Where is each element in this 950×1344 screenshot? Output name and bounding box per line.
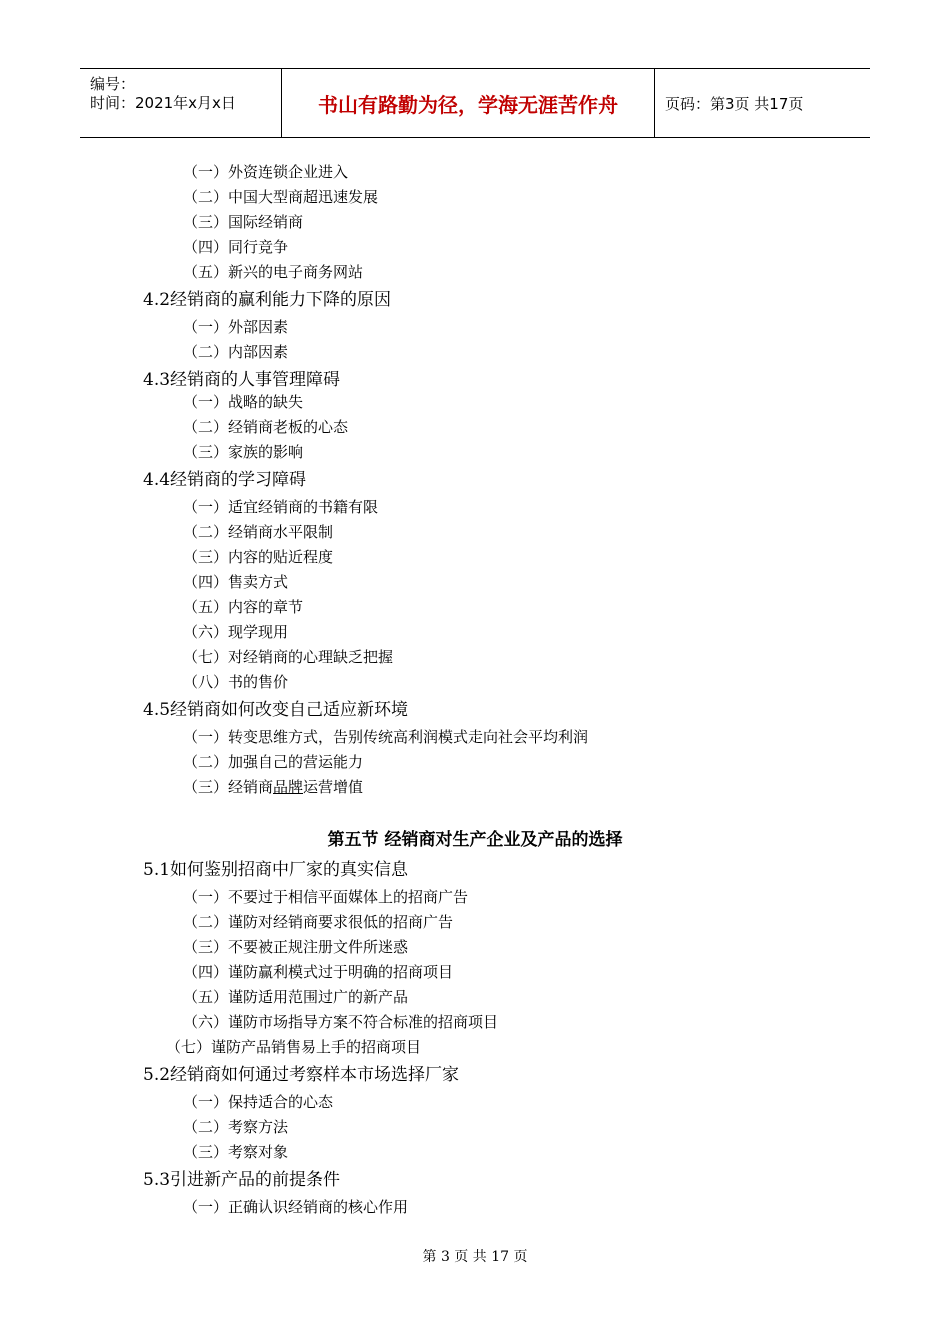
outline-item: （六）现学现用: [183, 623, 289, 641]
underlined-term: 品牌: [273, 778, 304, 796]
header-motto: 书山有路勤为径，学海无涯苦作舟: [282, 69, 655, 137]
outline-item: （三）内容的贴近程度: [183, 548, 334, 566]
outline-item: （一）外部因素: [183, 318, 289, 336]
outline-item: （二）经销商老板的心态: [183, 418, 349, 436]
outline-item: （五）新兴的电子商务网站: [183, 263, 364, 281]
outline-item-prefix: （三）经销商: [183, 778, 274, 796]
document-time-label: 时间：2021年x月x日: [90, 94, 236, 112]
outline-item: （三）国际经销商: [183, 213, 304, 231]
outline-item: （一）正确认识经销商的核心作用: [183, 1198, 409, 1216]
outline-item: （四）谨防赢利模式过于明确的招商项目: [183, 963, 454, 981]
subsection-heading: 5.3引进新产品的前提条件: [143, 1170, 341, 1190]
page-footer: 第 3 页 共 17 页: [422, 1249, 528, 1265]
outline-item: （一）保持适合的心态: [183, 1093, 334, 1111]
subsection-heading: 4.5经销商如何改变自己适应新环境: [143, 700, 409, 720]
outline-item: （二）加强自己的营运能力: [183, 753, 364, 771]
outline-item: （五）内容的章节: [183, 598, 304, 616]
outline-item: （二）经销商水平限制: [183, 523, 334, 541]
outline-item: （八）书的售价: [183, 673, 289, 691]
outline-item: （七）谨防产品销售易上手的招商项目: [166, 1038, 422, 1056]
outline-item: （二）中国大型商超迅速发展: [183, 188, 379, 206]
outline-item: （四）同行竞争: [183, 238, 289, 256]
outline-item: （七）对经销商的心理缺乏把握: [183, 648, 394, 666]
outline-item: （二）内部因素: [183, 343, 289, 361]
outline-item: （一）战略的缺失: [183, 393, 304, 411]
header-meta-cell: [80, 69, 282, 137]
outline-item: （四）售卖方式: [183, 573, 289, 591]
outline-item-suffix: 运营增值: [303, 778, 364, 796]
outline-item: （三）家族的影响: [183, 443, 304, 461]
outline-item: （六）谨防市场指导方案不符合标准的招商项目: [183, 1013, 499, 1031]
subsection-heading: 5.1如何鉴别招商中厂家的真实信息: [143, 860, 409, 880]
outline-item: （一）外资连锁企业进入: [183, 163, 349, 181]
outline-item: （二）考察方法: [183, 1118, 289, 1136]
subsection-heading: 4.2经销商的赢利能力下降的原因: [143, 290, 392, 310]
outline-item: [183, 776, 363, 797]
outline-item: （一）适宜经销商的书籍有限: [183, 498, 379, 516]
header-page-info: 页码：第3页 共17页: [665, 94, 804, 113]
outline-item: （五）谨防适用范围过广的新产品: [183, 988, 409, 1006]
outline-item: （一）转变思维方式，告别传统高利润模式走向社会平均利润: [183, 728, 589, 746]
outline-item: （三）考察对象: [183, 1143, 289, 1161]
section-title: 第五节 经销商对生产企业及产品的选择: [327, 830, 623, 850]
document-number-label: 编号：: [90, 75, 136, 93]
page-header: [80, 68, 870, 138]
outline-item: （三）不要被正规注册文件所迷惑: [183, 938, 409, 956]
subsection-heading: 5.2经销商如何通过考察样本市场选择厂家: [143, 1065, 460, 1085]
subsection-heading: 4.4经销商的学习障碍: [143, 470, 307, 490]
outline-item: （一）不要过于相信平面媒体上的招商广告: [183, 888, 469, 906]
subsection-heading: 4.3经销商的人事管理障碍: [143, 370, 341, 390]
outline-item: （二）谨防对经销商要求很低的招商广告: [183, 913, 454, 931]
